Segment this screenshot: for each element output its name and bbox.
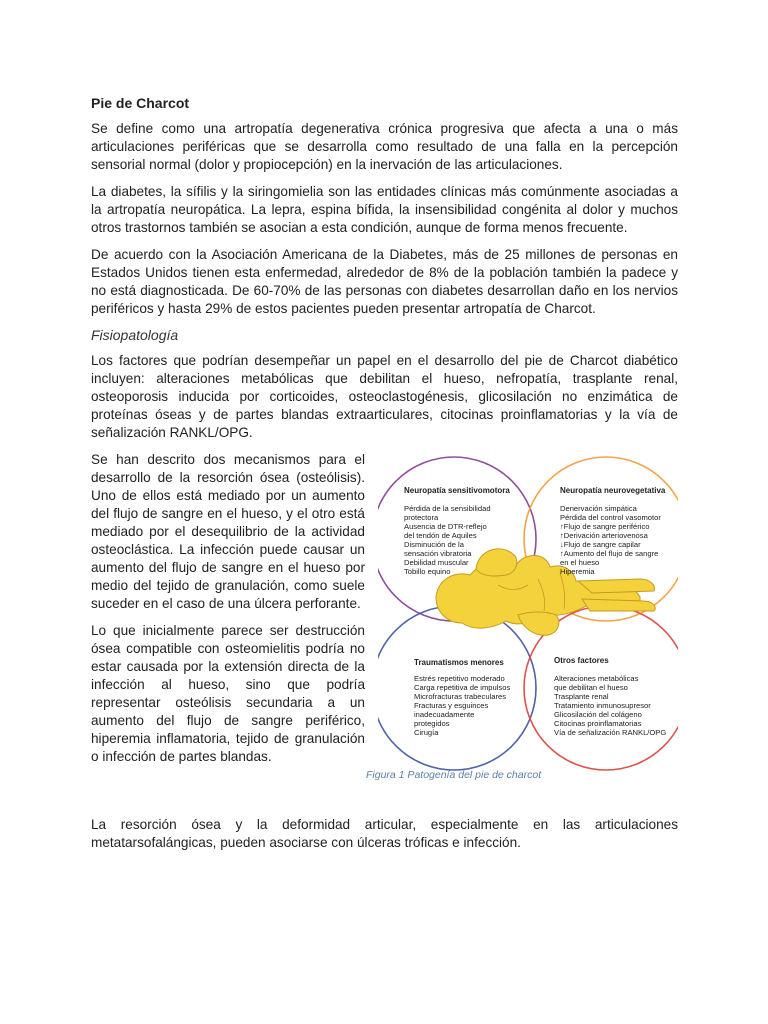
venn-diagram xyxy=(378,451,678,781)
svg-text:Tobillo equino: Tobillo equino xyxy=(404,567,451,576)
heading-sensory-neuropathy: Neuropatía sensitivomotora xyxy=(404,486,510,495)
svg-text:Tratamiento inmunosupresor: Tratamiento inmunosupresor xyxy=(554,701,651,710)
svg-text:Trasplante renal: Trasplante renal xyxy=(554,692,609,701)
svg-text:Ausencia de DTR-reflejo: Ausencia de DTR-reflejo xyxy=(404,522,487,531)
svg-text:del tendón de Aquiles: del tendón de Aquiles xyxy=(404,531,477,540)
svg-text:↑Flujo de sangre periférico: ↑Flujo de sangre periférico xyxy=(560,522,650,531)
document-page xyxy=(91,95,678,861)
svg-text:que debilitan el hueso: que debilitan el hueso xyxy=(554,683,628,692)
paragraph-mechanisms: Se han descrito dos mecanismos para el desarrollo de la resorción ósea (osteólisis). Uno de ellos está mediado por un aumento del flujo de sangre en el hueso, y el otro está mediado por el desequilibrio de la actividad osteoclástica. La infección puede causar un aumento del flujo de sangre en el hueso por medio del tejido de granulación, como suele suceder en el caso de una úlcera perforante. xyxy=(91,452,365,611)
text-autonomic-neuropathy xyxy=(560,486,666,576)
svg-text:Denervación simpática: Denervación simpática xyxy=(560,504,637,513)
paragraph-osteomyelitis: Lo que inicialmente parece ser destrucción ósea compatible con osteomielitis podría no estar causada por la extensión directa de la infección al hueso, sino que podría representar osteólisis secundaria a un aumento del flujo de sangre periférico, hiperemia inflamatoria, tejido de granulación o infección de partes blandas. xyxy=(91,623,365,764)
svg-text:Estrés repetitivo moderado: Estrés repetitivo moderado xyxy=(414,674,505,683)
text-other-factors xyxy=(554,656,666,737)
paragraph-closing: La resorción ósea y la deformidad articular, especialmente en las articulaciones metatarsofalángicas, pueden asociarse con úlceras tróficas e infección. xyxy=(91,817,678,850)
svg-text:Hiperemia: Hiperemia xyxy=(560,567,595,576)
svg-text:Citocinas proinflamatorias: Citocinas proinflamatorias xyxy=(554,719,642,728)
figure-caption: Figura 1 Patogenía del pie de charcot xyxy=(366,769,542,781)
paragraph-definition: Se define como una artropatía degenerativa crónica progresiva que afecta a una o más articulaciones periféricas que se desarrolla como resultado de una falla en la percepción sensorial normal (dolor y propiocepción) en la inervación de las articulaciones. xyxy=(91,121,678,172)
heading-autonomic-neuropathy: Neuropatía neurovegetativa xyxy=(560,486,666,495)
svg-text:Fracturas y esguinces: Fracturas y esguinces xyxy=(414,701,489,710)
svg-text:Pérdida de la sensibilidad: Pérdida de la sensibilidad xyxy=(404,504,491,513)
svg-text:sensación vibratoria: sensación vibratoria xyxy=(404,549,472,558)
svg-text:inadecuadamente: inadecuadamente xyxy=(414,710,475,719)
svg-text:↓Flujo de sangre capilar: ↓Flujo de sangre capilar xyxy=(560,540,641,549)
svg-text:Vía de señalización RANKL/OPG: Vía de señalización RANKL/OPG xyxy=(554,728,667,737)
left-column xyxy=(91,451,365,775)
svg-text:Alteraciones metabólicas: Alteraciones metabólicas xyxy=(554,674,639,683)
pathogenesis-figure xyxy=(366,451,678,791)
svg-text:Glicosilación del colágeno: Glicosilación del colágeno xyxy=(554,710,642,719)
two-column-section xyxy=(91,451,678,816)
svg-text:↑Aumento del flujo de sangre: ↑Aumento del flujo de sangre xyxy=(560,549,659,558)
paragraph-factors: Los factores que podrían desempeñar un papel en el desarrollo del pie de Charcot diabético incluyen: alteraciones metabólicas que debilitan el hueso, nefropatía, trasplante renal, osteoporosis inducida por corticoides, osteoclastogénesis, glicosilación no enzimática de proteínas óseas y de partes blandas extraarticulares, citocinas proinflamatorias y la vía de señalización RANKL/OPG. xyxy=(91,353,678,440)
svg-text:protegidos: protegidos xyxy=(414,719,450,728)
svg-text:Cirugía: Cirugía xyxy=(414,728,439,737)
paragraph-statistics: De acuerdo con la Asociación Americana de la Diabetes, más de 25 millones de personas en Estados Unidos tienen esta enfermedad, alrededor de 8% de la población también la padece y no está diagnosticada. De 60-70% de las personas con diabetes desarrollan daño en los nervios periféricos y hasta 29% de estos pacientes pueden presentar artropatía de Charcot. xyxy=(91,247,678,316)
svg-text:Disminución de la: Disminución de la xyxy=(404,540,464,549)
svg-text:Pérdida del control vasomotor: Pérdida del control vasomotor xyxy=(560,513,661,522)
text-minor-trauma xyxy=(414,658,510,737)
foot-bones-illustration xyxy=(436,549,655,635)
heading-other-factors: Otros factores xyxy=(554,656,609,665)
svg-text:en el hueso: en el hueso xyxy=(560,558,600,567)
section-heading-fisiopatologia: Fisiopatología xyxy=(91,327,179,343)
svg-text:↑Derivación arteriovenosa: ↑Derivación arteriovenosa xyxy=(560,531,648,540)
svg-text:Microfracturas trabeculares: Microfracturas trabeculares xyxy=(414,692,507,701)
svg-text:Debilidad muscular: Debilidad muscular xyxy=(404,558,469,567)
svg-text:Carga repetitiva de impulsos: Carga repetitiva de impulsos xyxy=(414,683,511,692)
paragraph-causes: La diabetes, la sífilis y la siringomielia son las entidades clínicas más comúnmente asociadas a la artropatía neuropática. La lepra, espina bífida, la insensibilidad congénita al dolor y muchos otros trastornos también se asocian a esta condición, aunque de forma menos frecuente. xyxy=(91,184,678,235)
svg-text:protectora: protectora xyxy=(404,513,439,522)
heading-minor-trauma: Traumatismos menores xyxy=(414,658,504,667)
page-title: Pie de Charcot xyxy=(91,95,190,111)
